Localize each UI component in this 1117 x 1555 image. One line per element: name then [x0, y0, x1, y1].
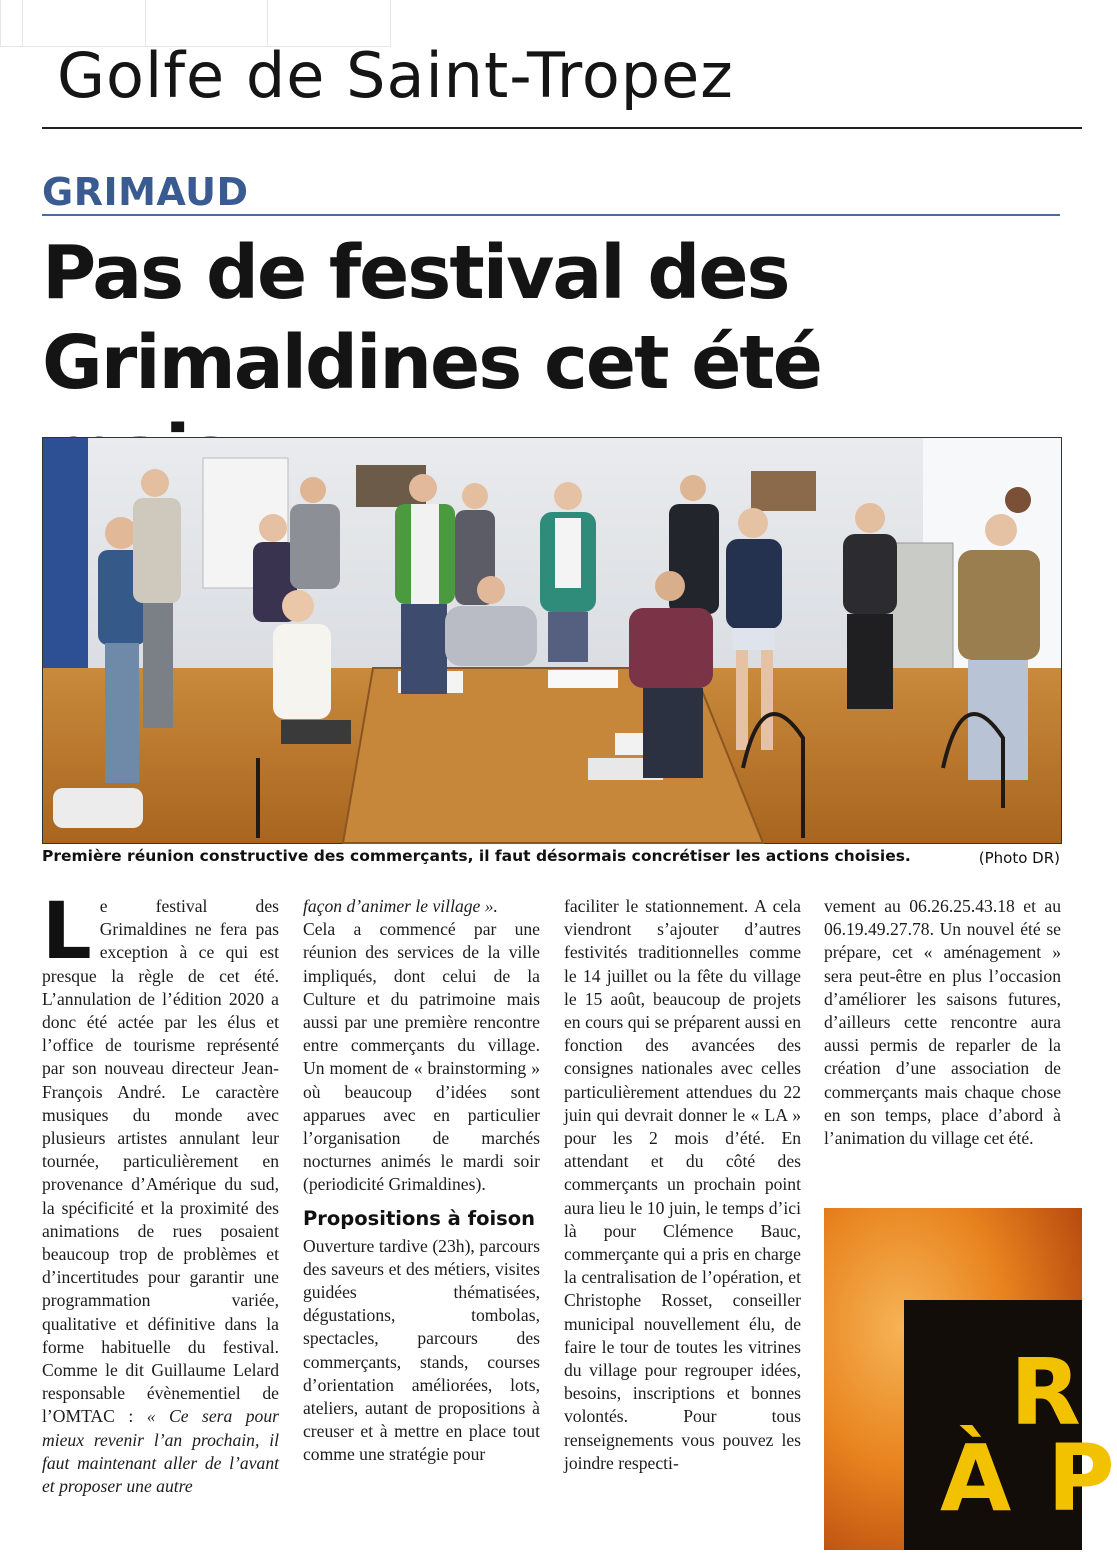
- column-1-text: e festival des Grimaldines ne fera pas exception à ce qui est presque la règle de cet été. L’annulation de l’édition 2020 a donc été actée par les élus et l’office de tourisme représenté par son nouveau directeur Jean-François André. Le caractère musiques du monde avec plusieurs artistes annulant leur tournée, particulièrement en provenance d’Amérique du sud, la spécificité et la proximité des animations de rues posaient beaucoup trop de problèmes et d’incertitudes pour garantir une programmation variée, qualitative et définitive dans la forme habituelle du festival. Comme le dit Guillaume Lelard responsable évènementiel de l’OMTAC :: [42, 896, 279, 1427]
- masthead-rule: [42, 127, 1082, 129]
- article-column-3: [564, 895, 801, 1475]
- column-3-text: faciliter le stationnement. A cela viendront s’ajouter d’autres festivités traditionnelles comme le 14 juillet ou la fête du village le 15 août, beaucoup de projets en cours qui se préparent aussi en fonction des avancées des consignes nationales avec celles particulièrement attendues du 22 juin qui devrait donner le « LA » pour les 2 mois d’été. En attendant et du côté des commerçants un prochain point aura lieu le 10 juin, le temps d’ici là pour Clémence Bauc, commerçante qui a pris en charge la centralisation de l’opération, et Christophe Rosset, conseiller municipal nouvellement élu, de faire le tour de toutes les vitrines du village pour regrouper idées, besoins, inscriptions et bonnes volontés. Pour tous renseignements vous pouvez les joindre respecti-: [564, 896, 801, 1473]
- ad-line-2: À P: [940, 1425, 1117, 1532]
- article-kicker: GRIMAUD: [42, 170, 249, 214]
- article-column-1: [42, 887, 279, 1498]
- column-2-text-a: Cela a commencé par une réunion des services de la ville impliqués, dont celui de la Culture et du patrimoine mais aussi par une première rencontre entre commerçants du village. Un moment de « brainstorming » où beaucoup d’idées sont apparues avec en particulier l’organisation de marchés nocturnes animés le mardi soir (periodicité Grimaldines).: [303, 919, 540, 1195]
- tab-placeholder[interactable]: [0, 0, 24, 47]
- article-subhead: Propositions à foison: [303, 1206, 536, 1230]
- column-4-text: vement au 06.26.25.43.18 et au 06.19.49.27.78. Un nouvel été se prépare, cet « aménagement » sera peut-être en plus l’occasion d’améliorer les saisons futures, d’ailleurs cette rencontre aura aussi permis de reparler de la création d’une association de commerçants mais chaque chose en son temps, place d’abord à l’animation du village cet été.: [824, 896, 1061, 1149]
- article-headline: Pas de festival des Grimaldines cet été: [42, 230, 821, 406]
- photo-caption: Première réunion constructive des commerçants, il faut désormais concrétiser les actions choisies.: [42, 847, 911, 865]
- ad-headline: [940, 1339, 1117, 1532]
- photo-credit: (Photo DR): [978, 849, 1060, 867]
- pull-quote-end: façon d’animer le village ».: [303, 896, 498, 916]
- drop-cap: L: [42, 887, 92, 977]
- article-column-4: [824, 895, 1061, 1150]
- pull-quote-start: « Ce sera pour mieux revenir l’an prochain, il faut maintenant aller de l’avant et proposer une autre: [42, 1406, 279, 1497]
- meeting-photo-illustration: [43, 438, 1061, 843]
- article-photo: [42, 437, 1062, 844]
- kicker-rule: [42, 214, 1060, 216]
- ad-line-1: R: [1010, 1339, 1083, 1446]
- column-2-text-b: Ouverture tardive (23h), parcours des saveurs et des métiers, visites guidées thématisées, dégustations, tombolas, spectacles, parcours des commerçants, stands, courses d’orientation améliorées, lots, ateliers, autant de propositions à creuser et à mettre en place tout comme une stratégie pour: [303, 1235, 540, 1465]
- article-column-2: [303, 895, 540, 1467]
- section-masthead: Golfe de Saint-Tropez: [57, 39, 734, 112]
